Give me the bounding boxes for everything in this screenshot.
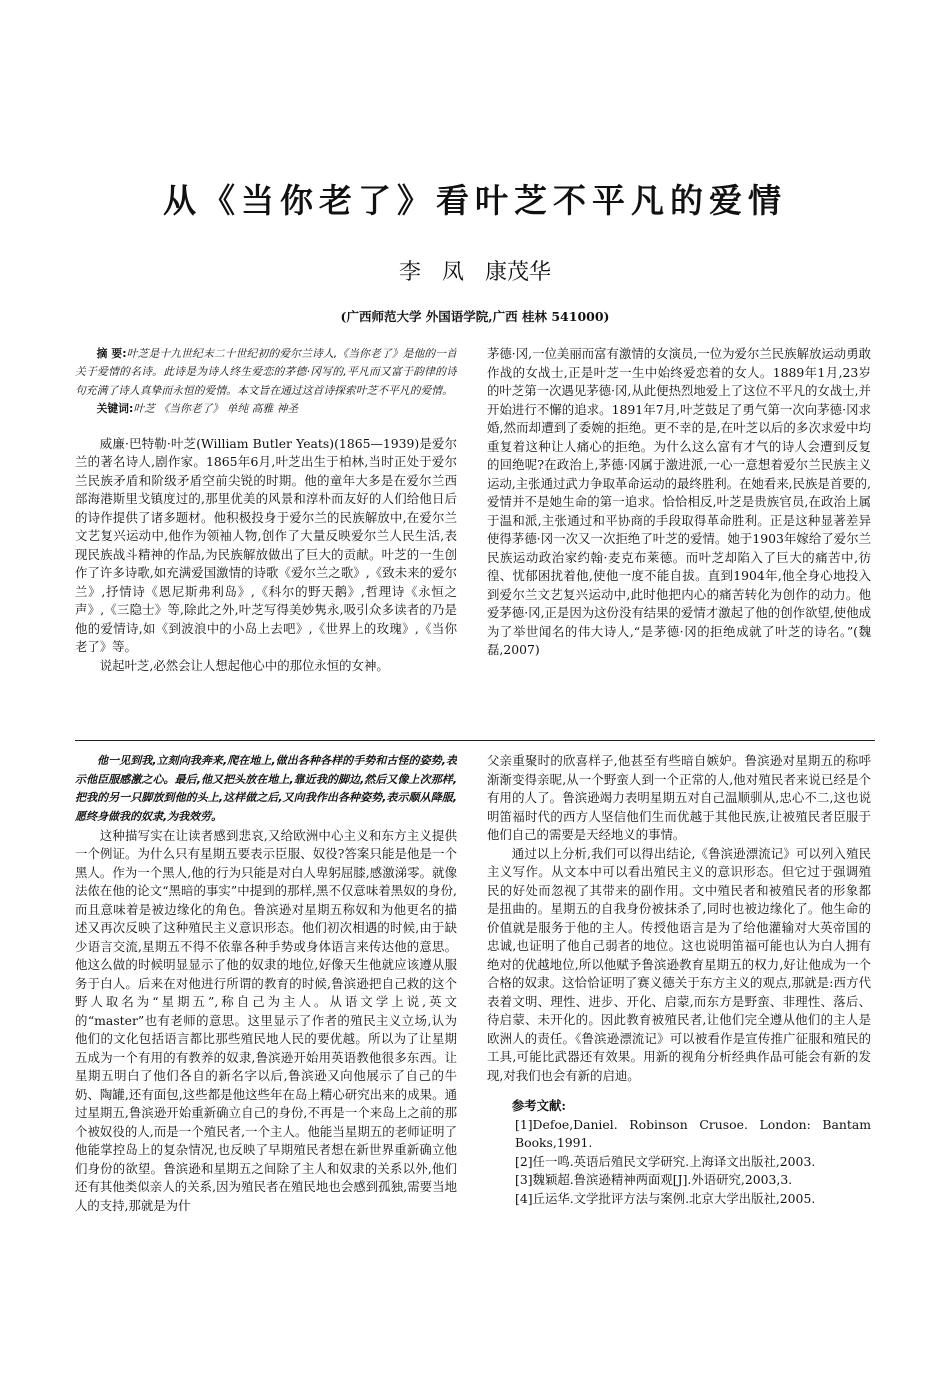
body-paragraph: 这种描写实在让读者感到悲哀,又给欧洲中心主义和东方主义提供一个例证。为什么只有星期五要表示臣服、奴役?答案只能是他是一个黑人。作为一个黑人,他的行为只能是对白人卑躬屈膝,感激涕零。就像法侬在他的论文“黑暗的事实”中提到的那样,黑不仅意味着黑奴的身份,而且意味着是被边缘化的角色。鲁滨逊对星期五称奴和为他更名的描述又再次反映了这种殖民主义意识形态。他们初次相遇的时候,由于缺少语言交流,星期五不得不依靠各种手势或身体语言来传达他的意思。他这么做的时候明显显示了他的奴隶的地位,好像天生他就应该遵从服务于白人。后来在对他进行所谓的教育的时候,鲁滨逊把自己救的这个野人取名为“星期五”,称自己为主人。从语文学上说,英文的“master”也有老师的意思。这里显示了作者的殖民主义立场,认为他们的文化包括语言都比那些殖民地人民的要优越。所以为了让星期五成为一个有用的有教养的奴隶,鲁滨逊开始用英语教他很多东西。让星期五明白了他们各自的新名字以后,鲁滨逊又向他展示了自己的牛奶、陶罐,还有面包,这些都是他这些年在岛上精心研究出来的成果。通过星期五,鲁滨逊开始重新确立自己的身份,不再是一个来岛上之前的那个被奴役的人,而是一个殖民者,一个主人。他能当星期五的老师证明了他能掌控岛上的复杂情况,也反映了早期殖民者想在新世界重新确立他们身份的欲望。鲁滨逊和星期五之间除了主人和奴隶的关系以外,他们还有其他类似亲人的关系,因为殖民者在殖民地也会感到孤独,需要当地人的支持,那就是为什 [75,827,457,1213]
bottom-left-column [75,752,457,1312]
top-left-column [75,345,457,730]
section-divider [75,740,875,741]
abstract-text: 叶芝是十九世纪末二十世纪初的爱尔兰诗人,《当你老了》是他的一首关于爱情的名诗。此诗是为诗人终生爱恋的茅德·冈写的,平凡而又富于韵律的诗句充满了诗人真挚而永恒的爱情。本文旨在通过这首诗探索叶芝不平凡的爱情。 [75,347,457,397]
intro-paragraph: 威廉·巴特勒·叶芝(William Butler Yeats)(1865—1939)是爱尔兰的著名诗人,剧作家。1865年6月,叶芝出生于柏林,当时正处于爱尔兰民族矛盾和阶级矛盾空前尖锐的时期。他的童年大多是在爱尔兰西部海港斯里戈镇度过的,那里优美的风景和淳朴而友好的人们给他日后的诗作提供了诸多题材。他积极投身于爱尔兰的民族解放中,在爱尔兰文艺复兴运动中,他作为领袖人物,创作了大量反映爱尔兰人民生活,表现民族战斗精神的作品,为民族解放做出了巨大的贡献。叶芝的一生创作了许多诗歌,如充满爱国激情的诗歌《爱尔兰之歌》,《致未来的爱尔兰》,抒情诗《恩尼斯弗利岛》,《科尔的野天鹅》,哲理诗《永恒之声》,《三隐士》等,除此之外,叶芝写得美妙隽永,吸引众多读者的乃是他的爱情诗,如《到波浪中的小岛上去吧》,《世界上的玫瑰》,《当你老了》等。 [75,435,457,655]
keywords [75,400,457,418]
reference-item: [3]魏颖超.鲁滨逊精神两面观[J].外语研究,2003,3. [515,1172,793,1187]
reference-item: [2]任一鸣.英语后殖民文学研究.上海译文出版社,2003. [515,1153,816,1169]
author-names: 李 凤 康茂华 [399,260,551,285]
keywords-text: 叶芝 《当你老了》 单纯 高雅 神圣 [133,402,299,416]
reference-item: [1]Defoe,Daniel. Robinson Crusoe. London: Bantam Books,1991. [515,1116,871,1150]
reference-item: [4]丘运华.文学批评方法与案例.北京大学出版社,2005. [515,1190,816,1206]
intro-paragraph: 说起叶芝,必然会让人想起他心中的那位永恒的女神。 [99,657,389,673]
body-paragraph: 茅德·冈,一位美丽而富有激情的女演员,一位为爱尔兰民族解放运动勇敢作战的女战士,正是叶芝一生中始终爱恋着的女人。1889年1月,23岁的叶芝第一次遇见茅德·冈,从此便热烈地爱上了这位不平凡的女战士,并开始进行不懈的追求。1891年7月,叶芝鼓足了勇气第一次向茅德·冈求婚,然而却遭到了委婉的拒绝。更不幸的是,在叶芝以后的多次求爱中均重复着这种让人痛心的拒绝。为什么这么富有才气的诗人会遭到反复的回绝呢?在政治上,茅德·冈属于激进派,一心一意想着爱尔兰民族主义运动,主张通过武力争取革命运动的最终胜利。在她看来,民族是首要的,爱情并不是她生命的第一追求。恰恰相反,叶芝是贵族官员,在政治上属于温和派,主张通过和平协商的手段取得革命胜利。正是这种显著差异使得茅德·冈一次又一次拒绝了叶芝的爱情。她于1903年嫁给了爱尔兰民族运动政治家约翰·麦克布莱德。而叶芝却陷入了巨大的痛苦中,彷徨、忧郁困扰着他,使他一度不能自拔。直到1904年,他全身心地投入到爱尔兰文艺复兴运动中,此时他把内心的痛苦转化为创作的动力。他爱茅德·冈,正是因为这份没有结果的爱情才激起了他的创作欲望,使他成为了举世闻名的伟大诗人,“是茅德·冈的拒绝成就了叶芝的诗名。”(魏磊,2007) [487,346,871,657]
abstract-label: 摘 要: [96,347,127,360]
keywords-label: 关键词: [96,402,134,416]
body-paragraph: 通过以上分析,我们可以得出结论,《鲁滨逊漂流记》可以列入殖民主义写作。从文本中可以看出殖民主义的意识形态。但它过于强调殖民的好处而忽视了其带来的副作用。文中殖民者和被殖民者的形象都是扭曲的。星期五的自我身份被抹杀了,同时也被边缘化了。他生命的价值就是服务于他的主人。传授他语言是为了给他灌输对大英帝国的忠诚,也证明了他自己弱者的地位。这也说明笛福可能也认为白人拥有绝对的优越地位,所以他赋予鲁滨逊教育星期五的权力,好让他成为一个合格的奴隶。这恰恰证明了赛义德关于东方主义的观点,那就是:西方代表着文明、理性、进步、开化、启蒙,而东方是野蛮、非理性、落后、待启蒙、未开化的。因此教育被殖民者,让他们完全遵从他们的主人是欧洲人的责任。《鲁滨逊漂流记》可以被看作是宣传推广征服和殖民的工具,可能比武器还有效果。用新的视角分析经典作品可能会有新的发现,对我们也会有新的启迪。 [487,845,871,1083]
abstract [75,345,457,400]
references-heading: 参考文献: [511,1098,566,1113]
body-paragraph: 父亲重聚时的欣喜样子,他甚至有些暗自嫉妒。鲁滨逊对星期五的称呼渐渐变得亲昵,从一个野蛮人到一个正常的人,他对殖民者来说已经是个有用的人了。鲁滨逊竭力表明星期五对自己温顺驯从,忠心不二,这也说明笛福时代的西方人坚信他们生而优越于其他民族,让被殖民者臣服于他们自己的需要是天经地义的事情。 [487,753,871,842]
top-right-column [487,345,871,730]
article-title: 从《当你老了》看叶芝不平凡的爱情 [163,181,787,220]
block-quote: 他一见到我,立刻向我奔来,爬在地上,做出各种各样的手势和古怪的姿势,表示他臣服感激之心。最后,他又把头放在地上,靠近我的脚边,然后又像上次那样,把我的另一只脚放到他的头上,这样做之后,又向我作出各种姿势,表示顺从降服,愿终身做我的奴隶,为我效劳。 [75,754,457,824]
bottom-right-column [487,752,871,1312]
affiliation: (广西师范大学 外国语学院,广西 桂林 541000) [340,309,610,324]
